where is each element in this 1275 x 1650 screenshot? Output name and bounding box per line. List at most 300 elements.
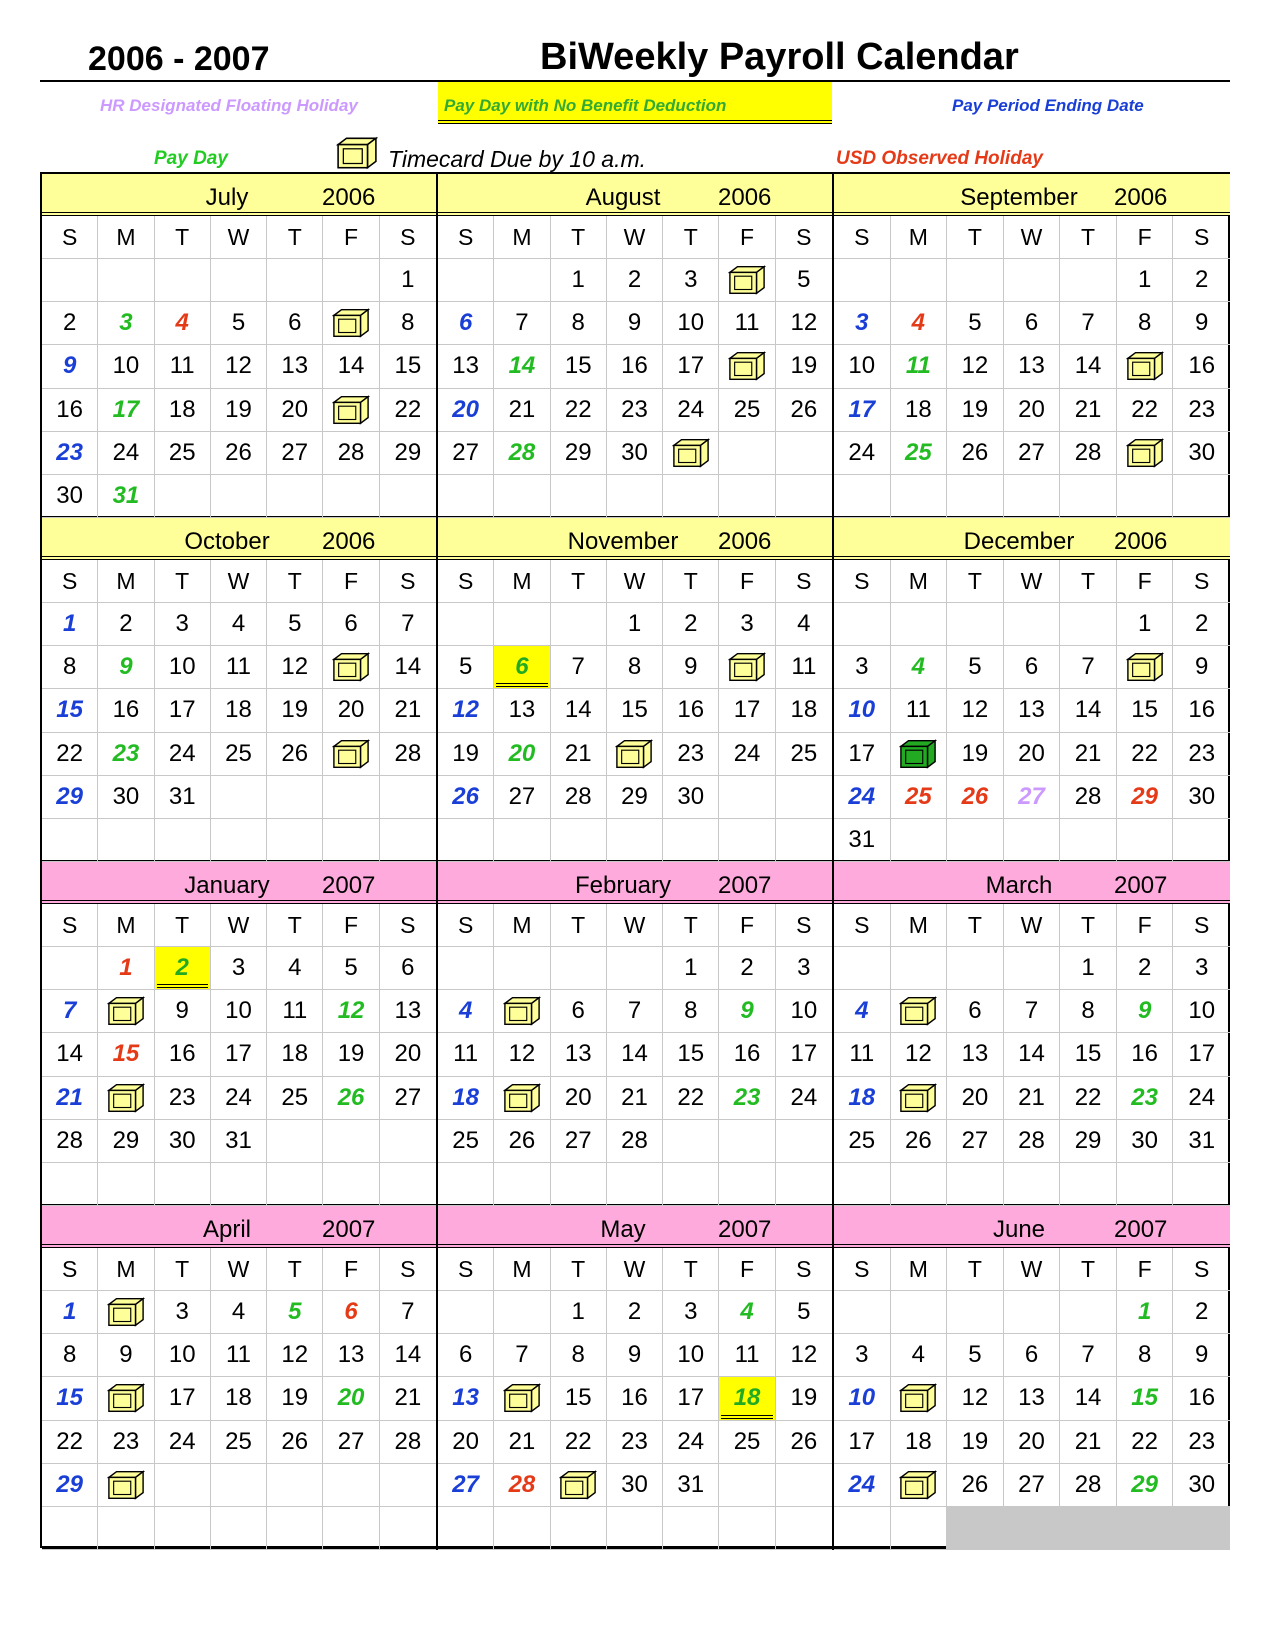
- day-cell: 5: [267, 603, 323, 646]
- day-cell: 16: [719, 1033, 775, 1076]
- day-grid: [438, 216, 832, 518]
- day-cell: 13: [551, 1033, 607, 1076]
- day-cell: 6: [494, 646, 550, 689]
- day-cell: 28: [380, 733, 436, 776]
- weekday-header: T: [663, 216, 719, 259]
- day-cell: 10: [834, 689, 891, 732]
- weekday-header: S: [438, 216, 494, 259]
- day-cell: 8: [1117, 1334, 1174, 1377]
- empty-cell: [551, 603, 607, 646]
- day-cell: 14: [1060, 345, 1117, 388]
- empty-cell: [1004, 603, 1061, 646]
- day-cell: 12: [776, 302, 832, 345]
- day-cell: 3: [211, 947, 267, 990]
- timecard-icon: [899, 1469, 937, 1501]
- day-cell: 15: [1117, 1377, 1174, 1420]
- day-cell: 11: [834, 1033, 891, 1076]
- empty-cell: [1060, 1163, 1117, 1206]
- weekday-header: S: [438, 560, 494, 603]
- day-cell: 16: [1173, 1377, 1230, 1420]
- empty-cell: [719, 1120, 775, 1163]
- empty-cell: [834, 1291, 891, 1334]
- day-cell: 14: [494, 345, 550, 388]
- weekday-header: S: [1173, 904, 1230, 947]
- day-cell: 28: [42, 1120, 98, 1163]
- day-cell: 31: [1173, 1120, 1230, 1163]
- day-cell: 2: [155, 947, 211, 990]
- empty-cell: [834, 259, 891, 302]
- shaded-cell: [947, 1507, 1004, 1550]
- timecard-icon: [332, 738, 370, 770]
- day-cell: 7: [1004, 990, 1061, 1033]
- empty-cell: [1004, 1291, 1061, 1334]
- timecard-icon: [615, 738, 653, 770]
- empty-cell: [551, 947, 607, 990]
- timecard-due-cell: [719, 345, 775, 388]
- day-cell: 2: [98, 603, 154, 646]
- day-cell: 9: [98, 1334, 154, 1377]
- day-cell: 11: [719, 1334, 775, 1377]
- day-cell: 1: [42, 1291, 98, 1334]
- day-cell: 27: [1004, 432, 1061, 475]
- day-cell: 23: [98, 733, 154, 776]
- day-cell: 2: [607, 1291, 663, 1334]
- day-cell: 21: [1060, 733, 1117, 776]
- month-year: 2006: [1114, 528, 1168, 555]
- day-cell: 18: [211, 1377, 267, 1420]
- day-cell: 29: [551, 432, 607, 475]
- day-cell: 11: [211, 1334, 267, 1377]
- day-cell: 22: [1117, 1421, 1174, 1464]
- timecard-due-cell: [607, 733, 663, 776]
- timecard-due-cell: [891, 1077, 948, 1120]
- empty-cell: [323, 259, 379, 302]
- empty-cell: [211, 1464, 267, 1507]
- page-title: BiWeekly Payroll Calendar: [540, 36, 1019, 78]
- month-year: 2007: [1114, 1216, 1168, 1243]
- weekday-header: W: [607, 216, 663, 259]
- day-cell: 5: [323, 947, 379, 990]
- day-cell: 7: [380, 603, 436, 646]
- empty-cell: [438, 603, 494, 646]
- empty-cell: [1060, 475, 1117, 518]
- day-cell: 1: [1117, 259, 1174, 302]
- day-cell: 15: [551, 345, 607, 388]
- empty-cell: [98, 1507, 154, 1550]
- day-cell: 9: [1173, 646, 1230, 689]
- day-cell: 19: [267, 689, 323, 732]
- day-cell: 17: [663, 1377, 719, 1420]
- day-cell: 25: [438, 1120, 494, 1163]
- weekday-header: W: [607, 1248, 663, 1291]
- timecard-icon: [672, 437, 710, 469]
- day-cell: 6: [1004, 646, 1061, 689]
- day-cell: 21: [607, 1077, 663, 1120]
- weekday-header: T: [1060, 560, 1117, 603]
- day-cell: 14: [1060, 1377, 1117, 1420]
- day-cell: 13: [1004, 345, 1061, 388]
- weekday-header: W: [607, 560, 663, 603]
- empty-cell: [323, 1464, 379, 1507]
- day-cell: 28: [1060, 432, 1117, 475]
- day-cell: 1: [607, 603, 663, 646]
- empty-cell: [155, 1464, 211, 1507]
- timecard-icon: [728, 264, 766, 296]
- empty-cell: [438, 259, 494, 302]
- empty-cell: [776, 1507, 832, 1550]
- day-cell: 7: [1060, 646, 1117, 689]
- day-cell: 7: [607, 990, 663, 1033]
- month-march-2007: [834, 862, 1230, 1206]
- day-cell: 28: [1004, 1120, 1061, 1163]
- month-header: [42, 1206, 436, 1248]
- day-cell: 5: [947, 1334, 1004, 1377]
- legend-no-benefit-payday: Pay Day with No Benefit Deduction: [438, 82, 832, 124]
- empty-cell: [438, 947, 494, 990]
- day-cell: 24: [719, 733, 775, 776]
- month-name: April: [202, 1216, 251, 1243]
- title-row: [40, 36, 1230, 82]
- empty-cell: [267, 1120, 323, 1163]
- day-cell: 20: [494, 733, 550, 776]
- empty-cell: [776, 432, 832, 475]
- day-cell: 21: [1060, 389, 1117, 432]
- empty-cell: [1173, 475, 1230, 518]
- empty-cell: [267, 1163, 323, 1206]
- day-cell: 27: [380, 1077, 436, 1120]
- day-cell: 22: [42, 733, 98, 776]
- empty-cell: [719, 432, 775, 475]
- timecard-due-cell: [1117, 345, 1174, 388]
- month-year: 2006: [322, 528, 376, 555]
- empty-cell: [1004, 819, 1061, 862]
- timecard-due-cell: [323, 733, 379, 776]
- month-header: [834, 862, 1230, 904]
- day-cell: 18: [891, 1421, 948, 1464]
- timecard-due-cell: [98, 1464, 154, 1507]
- weekday-header: M: [494, 904, 550, 947]
- empty-cell: [323, 819, 379, 862]
- day-cell: 2: [663, 603, 719, 646]
- empty-cell: [891, 475, 948, 518]
- empty-cell: [323, 1120, 379, 1163]
- weekday-header: W: [211, 560, 267, 603]
- weekday-header: W: [211, 216, 267, 259]
- day-cell: 29: [1060, 1120, 1117, 1163]
- timecard-icon: [336, 136, 378, 170]
- empty-cell: [891, 603, 948, 646]
- weekday-header: S: [776, 904, 832, 947]
- weekday-header: S: [380, 1248, 436, 1291]
- day-cell: 22: [1060, 1077, 1117, 1120]
- empty-cell: [380, 475, 436, 518]
- day-cell: 15: [663, 1033, 719, 1076]
- month-name: October: [184, 528, 270, 555]
- day-cell: 30: [155, 1120, 211, 1163]
- day-cell: 7: [551, 646, 607, 689]
- month-name: December: [963, 528, 1075, 555]
- month-name: January: [184, 872, 270, 899]
- empty-cell: [211, 259, 267, 302]
- day-cell: 7: [494, 1334, 550, 1377]
- empty-cell: [380, 1507, 436, 1550]
- month-name: February: [574, 872, 672, 899]
- day-cell: 4: [211, 1291, 267, 1334]
- day-cell: 10: [98, 345, 154, 388]
- day-grid: [42, 1248, 436, 1550]
- month-april-2007: [42, 1206, 438, 1550]
- day-cell: 18: [155, 389, 211, 432]
- day-cell: 1: [380, 259, 436, 302]
- empty-cell: [834, 1507, 891, 1550]
- empty-cell: [719, 819, 775, 862]
- timecard-icon: [899, 1082, 937, 1114]
- month-year: 2007: [322, 1216, 376, 1243]
- empty-cell: [947, 1163, 1004, 1206]
- day-cell: 17: [834, 733, 891, 776]
- weekday-header: S: [1173, 1248, 1230, 1291]
- day-cell: 16: [607, 1377, 663, 1420]
- day-cell: 2: [607, 259, 663, 302]
- weekday-header: T: [1060, 904, 1117, 947]
- weekday-header: S: [776, 560, 832, 603]
- empty-cell: [155, 819, 211, 862]
- legend-pay-period-end: Pay Period Ending Date: [952, 96, 1144, 115]
- day-cell: 26: [438, 776, 494, 819]
- day-cell: 16: [663, 689, 719, 732]
- empty-cell: [834, 475, 891, 518]
- day-cell: 26: [494, 1120, 550, 1163]
- day-grid: [42, 904, 436, 1206]
- day-cell: 13: [947, 1033, 1004, 1076]
- empty-cell: [607, 1163, 663, 1206]
- weekday-header: M: [98, 560, 154, 603]
- day-cell: 4: [891, 302, 948, 345]
- month-july-2006: [42, 174, 438, 518]
- day-cell: 27: [438, 432, 494, 475]
- empty-cell: [211, 1163, 267, 1206]
- weekday-header: F: [719, 904, 775, 947]
- weekday-header: S: [1173, 560, 1230, 603]
- day-cell: 27: [323, 1421, 379, 1464]
- day-cell: 9: [607, 302, 663, 345]
- day-cell: 27: [1004, 1464, 1061, 1507]
- day-cell: 4: [267, 947, 323, 990]
- weekday-header: T: [267, 216, 323, 259]
- empty-cell: [1004, 475, 1061, 518]
- empty-cell: [719, 776, 775, 819]
- day-cell: 20: [323, 689, 379, 732]
- day-cell: 29: [607, 776, 663, 819]
- month-november-2006: [438, 518, 834, 862]
- day-cell: 8: [380, 302, 436, 345]
- legend-floating-holiday: HR Designated Floating Holiday: [100, 96, 358, 115]
- weekday-header: M: [98, 904, 154, 947]
- empty-cell: [267, 475, 323, 518]
- empty-cell: [607, 475, 663, 518]
- weekday-header: S: [776, 216, 832, 259]
- empty-cell: [155, 1507, 211, 1550]
- empty-cell: [891, 947, 948, 990]
- timecard-icon: [1126, 437, 1164, 469]
- empty-cell: [438, 1163, 494, 1206]
- day-cell: 4: [211, 603, 267, 646]
- day-cell: 4: [776, 603, 832, 646]
- day-cell: 1: [1060, 947, 1117, 990]
- day-cell: 8: [42, 646, 98, 689]
- empty-cell: [776, 1163, 832, 1206]
- day-cell: 9: [98, 646, 154, 689]
- empty-cell: [551, 1507, 607, 1550]
- day-cell: 5: [267, 1291, 323, 1334]
- day-cell: 9: [155, 990, 211, 1033]
- day-cell: 30: [1173, 776, 1230, 819]
- day-cell: 25: [891, 776, 948, 819]
- timecard-due-cell: [891, 990, 948, 1033]
- weekday-header: S: [438, 1248, 494, 1291]
- empty-cell: [834, 947, 891, 990]
- day-cell: 5: [947, 646, 1004, 689]
- day-cell: 8: [607, 646, 663, 689]
- empty-cell: [891, 1163, 948, 1206]
- day-cell: 19: [267, 1377, 323, 1420]
- day-cell: 16: [98, 689, 154, 732]
- empty-cell: [42, 947, 98, 990]
- weekday-header: S: [42, 216, 98, 259]
- day-cell: 4: [155, 302, 211, 345]
- day-cell: 26: [323, 1077, 379, 1120]
- day-cell: 25: [891, 432, 948, 475]
- day-cell: 11: [267, 990, 323, 1033]
- empty-cell: [663, 819, 719, 862]
- day-cell: 12: [947, 1377, 1004, 1420]
- day-cell: 6: [380, 947, 436, 990]
- day-grid: [834, 560, 1230, 862]
- weekday-header: M: [891, 904, 948, 947]
- timecard-icon: [899, 1382, 937, 1414]
- day-cell: 8: [1117, 302, 1174, 345]
- day-cell: 10: [155, 1334, 211, 1377]
- day-cell: 13: [438, 345, 494, 388]
- empty-cell: [776, 776, 832, 819]
- timecard-due-cell: [494, 990, 550, 1033]
- day-cell: 14: [380, 1334, 436, 1377]
- empty-cell: [98, 819, 154, 862]
- day-cell: 11: [211, 646, 267, 689]
- day-cell: 3: [155, 1291, 211, 1334]
- day-cell: 13: [1004, 1377, 1061, 1420]
- weekday-header: T: [267, 1248, 323, 1291]
- empty-cell: [211, 819, 267, 862]
- shaded-cell: [1173, 1507, 1230, 1550]
- day-cell: 10: [155, 646, 211, 689]
- day-grid: [42, 560, 436, 862]
- month-year: 2007: [322, 872, 376, 899]
- empty-cell: [323, 1163, 379, 1206]
- weekday-header: T: [947, 1248, 1004, 1291]
- day-cell: 21: [1060, 1421, 1117, 1464]
- day-cell: 13: [1004, 689, 1061, 732]
- month-header: [438, 518, 832, 560]
- weekday-header: T: [551, 904, 607, 947]
- day-cell: 4: [891, 646, 948, 689]
- day-cell: 15: [42, 1377, 98, 1420]
- day-cell: 21: [42, 1077, 98, 1120]
- day-cell: 28: [494, 432, 550, 475]
- weekday-header: T: [155, 1248, 211, 1291]
- empty-cell: [551, 475, 607, 518]
- day-cell: 9: [663, 646, 719, 689]
- empty-cell: [380, 1163, 436, 1206]
- weekday-header: F: [1117, 904, 1174, 947]
- day-cell: 22: [1117, 733, 1174, 776]
- timecard-due-cell: [891, 733, 948, 776]
- day-cell: 15: [1117, 689, 1174, 732]
- empty-cell: [719, 475, 775, 518]
- empty-cell: [947, 819, 1004, 862]
- day-cell: 12: [438, 689, 494, 732]
- timecard-due-cell: [494, 1377, 550, 1420]
- day-grid: [834, 1248, 1230, 1550]
- day-cell: 30: [663, 776, 719, 819]
- day-cell: 27: [947, 1120, 1004, 1163]
- day-cell: 25: [776, 733, 832, 776]
- weekday-header: S: [380, 904, 436, 947]
- timecard-due-cell: [323, 646, 379, 689]
- empty-cell: [267, 819, 323, 862]
- day-cell: 24: [834, 1464, 891, 1507]
- day-cell: 31: [834, 819, 891, 862]
- day-cell: 7: [380, 1291, 436, 1334]
- day-cell: 18: [267, 1033, 323, 1076]
- day-cell: 29: [42, 1464, 98, 1507]
- day-cell: 31: [211, 1120, 267, 1163]
- day-cell: 11: [438, 1033, 494, 1076]
- day-cell: 15: [98, 1033, 154, 1076]
- empty-cell: [494, 475, 550, 518]
- weekday-header: T: [551, 560, 607, 603]
- empty-cell: [211, 776, 267, 819]
- weekday-header: S: [42, 904, 98, 947]
- day-cell: 6: [323, 1291, 379, 1334]
- day-cell: 26: [267, 733, 323, 776]
- empty-cell: [1060, 819, 1117, 862]
- day-cell: 27: [551, 1120, 607, 1163]
- day-cell: 6: [947, 990, 1004, 1033]
- weekday-header: T: [663, 904, 719, 947]
- day-cell: 21: [494, 1421, 550, 1464]
- day-cell: 29: [98, 1120, 154, 1163]
- day-cell: 6: [438, 1334, 494, 1377]
- weekday-header: F: [323, 904, 379, 947]
- day-cell: 19: [323, 1033, 379, 1076]
- day-cell: 16: [1117, 1033, 1174, 1076]
- timecard-due-cell: [719, 259, 775, 302]
- day-cell: 10: [1173, 990, 1230, 1033]
- weekday-header: S: [1173, 216, 1230, 259]
- legend-row-1: [40, 82, 1230, 128]
- empty-cell: [1004, 259, 1061, 302]
- day-cell: 15: [42, 689, 98, 732]
- day-cell: 3: [834, 302, 891, 345]
- day-cell: 17: [98, 389, 154, 432]
- empty-cell: [323, 1507, 379, 1550]
- day-cell: 27: [494, 776, 550, 819]
- weekday-header: M: [891, 1248, 948, 1291]
- day-cell: 23: [1173, 733, 1230, 776]
- weekday-header: T: [1060, 1248, 1117, 1291]
- timecard-due-cell: [1117, 646, 1174, 689]
